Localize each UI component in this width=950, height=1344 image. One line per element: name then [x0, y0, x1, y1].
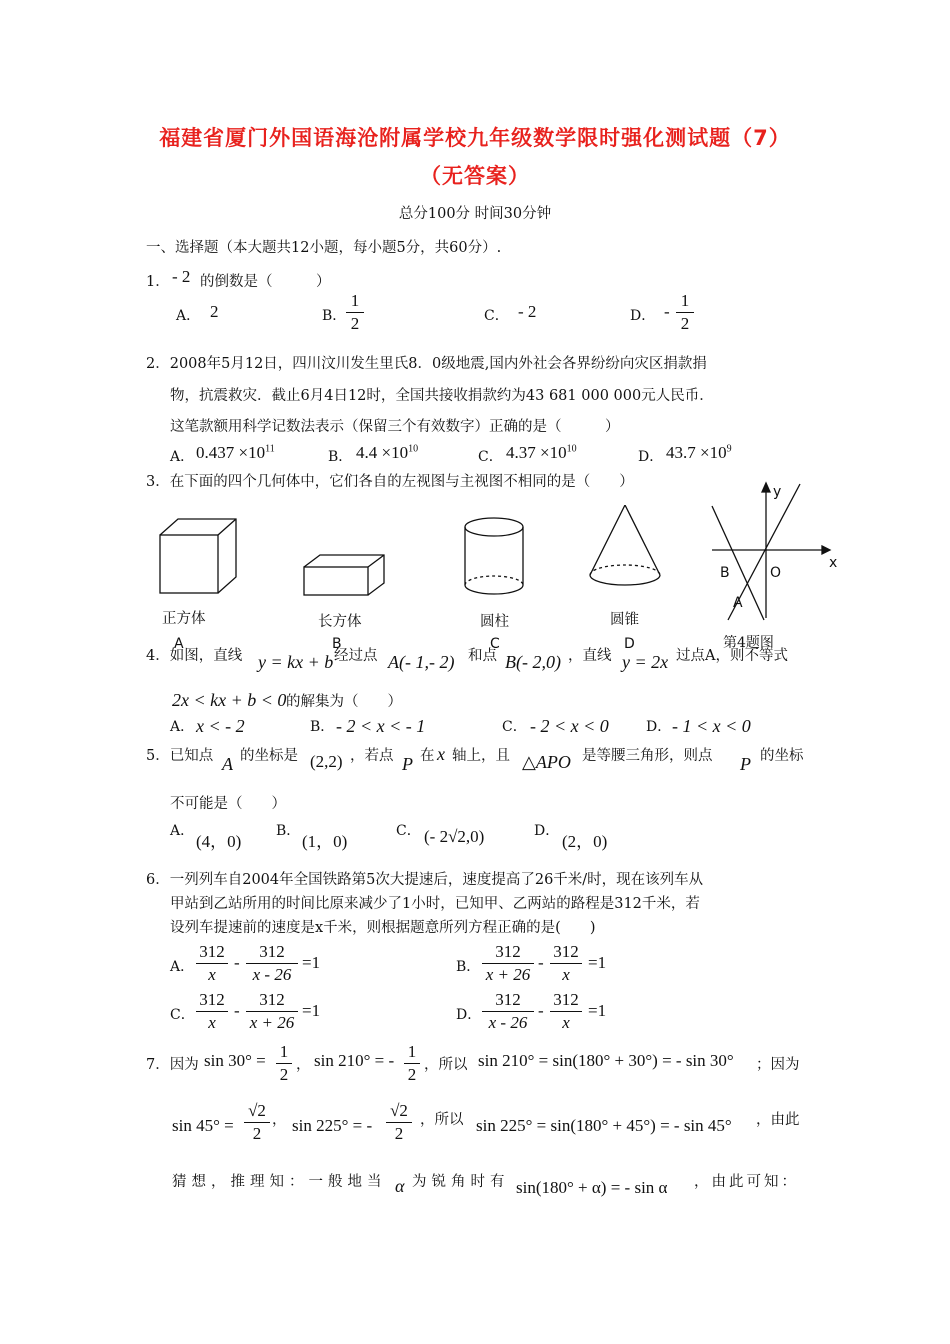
q4-point-a: A(- 1,- 2)	[388, 652, 455, 672]
q6-a-n2: 312	[259, 942, 285, 961]
cone-drawing	[590, 505, 660, 585]
q6-d-minus: -	[538, 1001, 544, 1020]
q6-d-frac2	[550, 989, 582, 1034]
q6-c-d2: x + 26	[246, 1011, 298, 1034]
q7-sin30: sin 30° =	[204, 1051, 266, 1070]
q5-coord: (2,2)	[310, 752, 343, 771]
q2-line3: 这笔款额用科学记数法表示（保留三个有效数字）正确的是（ ）	[170, 419, 620, 435]
q1-option-b	[346, 290, 364, 335]
q5-option-b: (1，0)	[302, 832, 348, 851]
q2-option-b-label: B．	[328, 449, 353, 465]
q2-option-b	[356, 443, 418, 463]
q7-text2: ，所以	[424, 1057, 468, 1073]
q2-b-val: 4.4 ×10	[356, 443, 409, 462]
q4-option-b-label: B．	[310, 719, 335, 735]
q7-f2n: 1	[407, 1042, 417, 1061]
q6-c-minus: -	[234, 1001, 240, 1020]
q1-b-num: 1	[350, 291, 360, 310]
fig-caption: 第4题图	[723, 635, 774, 651]
q2-line2: 物，抗震救灾．截止6月4日12时，全国共接收捐款约为43 681 000 000元人民币．	[170, 388, 714, 404]
q5-point-p: P	[402, 754, 413, 774]
q1-math: - 2	[172, 267, 191, 286]
q7-frac2	[404, 1041, 420, 1086]
q3-stem: 3．在下面的四个几何体中，它们各自的左视图与主视图不相同的是（ ）	[146, 474, 634, 490]
q6-c-n2: 312	[259, 990, 285, 1009]
q4-line2-eq: y = 2x	[622, 652, 669, 672]
q2-option-d	[666, 443, 732, 463]
q1-number: 1．	[146, 274, 170, 290]
q1-d-den: 2	[676, 312, 694, 335]
q4-option-b: - 2 < x < - 1	[336, 716, 426, 736]
q4-option-d: - 1 < x < 0	[672, 716, 751, 736]
q6-d-n2: 312	[553, 990, 579, 1009]
q7-text4: ，所以	[420, 1112, 464, 1128]
q5-text6: 是等腰三角形，则点	[582, 748, 713, 764]
fig-a-label: A	[733, 595, 743, 611]
q5-option-d: (2，0)	[562, 832, 608, 851]
q6-b-frac1	[482, 941, 534, 986]
q7-f2d: 2	[404, 1063, 420, 1086]
q6-b-eq: =1	[588, 953, 607, 972]
q7-text6: 猜想，推理知：一般地当	[172, 1174, 387, 1190]
q4-text4: ，直线	[568, 648, 612, 664]
q5-triangle: △APO	[522, 752, 571, 772]
fig-y-label: y	[773, 484, 782, 500]
q5-option-a-label: A．	[170, 823, 195, 839]
q5-text4: 在	[420, 748, 435, 764]
q7-f4n: √2	[248, 1101, 266, 1120]
q2-c-exp: 10	[566, 443, 577, 455]
q5-option-a: (4，0)	[196, 832, 242, 851]
q5-text3: ，若点	[350, 748, 394, 764]
q7-text5: ，由此	[756, 1112, 800, 1128]
q6-a-n1: 312	[199, 942, 225, 961]
q4-text3: 和点	[468, 648, 497, 664]
q6-d-d1: x - 26	[482, 1011, 534, 1034]
q2-d-val: 43.7 ×10	[666, 443, 727, 462]
q5-text1: 5．已知点	[146, 748, 214, 764]
q6-option-b-label: B．	[456, 959, 481, 975]
q1-d-num: 1	[680, 291, 690, 310]
q6-a-frac2	[246, 941, 298, 986]
q6-option-a-label: A．	[170, 959, 195, 975]
q7-f5n: √2	[390, 1101, 408, 1120]
q5-text2: 的坐标是	[240, 748, 298, 764]
cuboid-letter: B	[332, 636, 342, 652]
q6-c-d1: x	[196, 1011, 228, 1034]
q6-d-eq: =1	[588, 1001, 607, 1020]
q2-option-c-label: C．	[478, 449, 503, 465]
q2-d-exp: 9	[726, 443, 732, 455]
q7-identity2: sin 225° = sin(180° + 45°) = - sin 45°	[476, 1116, 732, 1135]
q7-general: sin(180° + α) = - sin α	[516, 1178, 668, 1197]
q4-option-a-label: A．	[170, 719, 195, 735]
q6-a-d1: x	[196, 963, 228, 986]
score-time: 总分100分 时间30分钟	[398, 206, 552, 222]
q4-option-c: - 2 < x < 0	[530, 716, 609, 736]
q7-sin225: sin 225° = -	[292, 1116, 373, 1135]
q6-option-c-label: C．	[170, 1007, 195, 1023]
cylinder-letter: C	[490, 636, 500, 652]
cylinder-label: 圆柱	[480, 614, 509, 630]
q2-b-exp: 10	[408, 443, 419, 455]
q6-a-d2: x - 26	[246, 963, 298, 986]
q2-option-a	[196, 443, 275, 463]
q7-identity1: sin 210° = sin(180° + 30°) = - sin 30°	[478, 1051, 734, 1070]
q6-c-n1: 312	[199, 990, 225, 1009]
q1-option-d-label: D．	[630, 308, 656, 324]
q4-line-eq: y = kx + b	[258, 652, 334, 672]
q6-b-minus: -	[538, 953, 544, 972]
q7-f1d: 2	[276, 1063, 292, 1086]
q4-option-c-label: C．	[502, 719, 527, 735]
cuboid-drawing	[304, 555, 384, 595]
cube-drawing	[160, 519, 236, 593]
q5-text7: 的坐标	[760, 748, 804, 764]
q7-text3: ；因为	[756, 1057, 800, 1073]
q5-option-c-label: C．	[396, 823, 421, 839]
q5-x: x	[437, 744, 445, 764]
q5-line2: 不可能是（ ）	[170, 796, 286, 812]
q6-option-d-label: D．	[456, 1007, 482, 1023]
q7-sin45: sin 45° =	[172, 1116, 234, 1135]
q6-b-d2: x	[550, 963, 582, 986]
q4-point-b: B(- 2,0)	[505, 652, 561, 672]
section-heading: 一、选择题（本大题共12小题，每小题5分，共60分）.	[146, 240, 502, 256]
q6-line2: 甲站到乙站所用的时间比原来减少了1小时，已知甲、乙两站的路程是312千米，若	[170, 896, 700, 912]
q5-point-p2: P	[740, 754, 751, 774]
q6-b-n1: 312	[495, 942, 521, 961]
q6-b-d1: x + 26	[482, 963, 534, 986]
q6-d-n1: 312	[495, 990, 521, 1009]
q1-option-b-label: B．	[322, 308, 347, 324]
q1-option-c: - 2	[518, 302, 537, 321]
q7-frac5	[386, 1100, 412, 1145]
cuboid-label: 长方体	[318, 614, 362, 630]
q1-option-d-sign: -	[664, 302, 670, 321]
cone-letter: D	[624, 636, 635, 652]
q4-text6: 的解集为（ ）	[286, 694, 402, 710]
q1-stem: 的倒数是（ ）	[200, 274, 331, 290]
q6-line3: 设列车提速前的速度是x千米，则根据题意所列方程正确的是( )	[170, 920, 596, 936]
x-axis-arrow-icon	[822, 546, 830, 554]
fig-b-label: B	[720, 565, 730, 581]
q7-f1n: 1	[279, 1042, 289, 1061]
q2-a-val: 0.437 ×10	[196, 443, 266, 462]
q5-option-d-label: D．	[534, 823, 560, 839]
q2-option-d-label: D．	[638, 449, 664, 465]
q4-inequality: 2x < kx + b < 0	[172, 690, 287, 710]
q6-b-frac2	[550, 941, 582, 986]
q6-line1: 6．一列列车自2004年全国铁路第5次大提速后，速度提高了26千米/时，现在该列车从	[146, 872, 704, 888]
q7-text1: 7．因为	[146, 1057, 199, 1073]
fig-o-label: O	[770, 565, 782, 581]
q4-option-d-label: D．	[646, 719, 672, 735]
q7-comma1: ，	[296, 1057, 311, 1073]
q2-c-val: 4.37 ×10	[506, 443, 567, 462]
q1-option-d	[676, 290, 694, 335]
q6-a-frac1	[196, 941, 228, 986]
q2-a-exp: 11	[265, 443, 275, 455]
q7-frac1	[276, 1041, 292, 1086]
cube-label: 正方体	[162, 611, 206, 627]
q6-b-n2: 312	[553, 942, 579, 961]
q3-solids-figure	[150, 505, 690, 605]
q4-coordinate-figure	[700, 478, 850, 628]
q6-d-d2: x	[550, 1011, 582, 1034]
q4-text5: 过点A，则不等式	[676, 648, 788, 664]
fig-x-label: x	[829, 555, 838, 571]
y-axis-arrow-icon	[762, 483, 770, 492]
q1-b-den: 2	[346, 312, 364, 335]
q6-d-frac1	[482, 989, 534, 1034]
q5-point-a: A	[222, 754, 233, 774]
page-title: 福建省厦门外国语海沧附属学校九年级数学限时强化测试题（7）	[159, 126, 791, 150]
q1-option-a-label: A．	[176, 308, 201, 324]
q4-option-a: x < - 2	[196, 716, 245, 736]
q5-option-b-label: B．	[276, 823, 301, 839]
cone-label: 圆锥	[610, 612, 639, 628]
q2-option-a-label: A．	[170, 449, 195, 465]
page-title-sub: （无答案）	[420, 164, 530, 188]
q1-option-c-label: C．	[484, 308, 509, 324]
q2-option-c	[506, 443, 577, 463]
q6-c-frac2	[246, 989, 298, 1034]
q7-f5d: 2	[386, 1122, 412, 1145]
q6-a-minus: -	[234, 953, 240, 972]
q7-frac4	[244, 1100, 270, 1145]
q7-sin210: sin 210° = -	[314, 1051, 395, 1070]
q7-text7: 为锐角时有	[412, 1174, 510, 1190]
q6-c-frac1	[196, 989, 228, 1034]
q1-option-a: 2	[210, 302, 219, 321]
cube-letter: A	[174, 636, 184, 652]
q4-text1: 4．如图，直线	[146, 648, 243, 664]
q7-alpha: α	[395, 1176, 405, 1196]
q7-text8: ，由此可知：	[694, 1174, 799, 1190]
cylinder-drawing	[465, 518, 523, 594]
q6-c-eq: =1	[302, 1001, 321, 1020]
q7-f4d: 2	[244, 1122, 270, 1145]
q7-comma2: ，	[272, 1112, 287, 1128]
q6-a-eq: =1	[302, 953, 321, 972]
q5-option-c: (- 2√2,0)	[424, 827, 485, 846]
q4-text2: 经过点	[334, 648, 378, 664]
q5-text5: 轴上，且	[452, 748, 510, 764]
q2-line1: 2．2008年5月12日，四川汶川发生里氏8．0级地震,国内外社会各界纷纷向灾区捐款捐	[146, 356, 707, 372]
